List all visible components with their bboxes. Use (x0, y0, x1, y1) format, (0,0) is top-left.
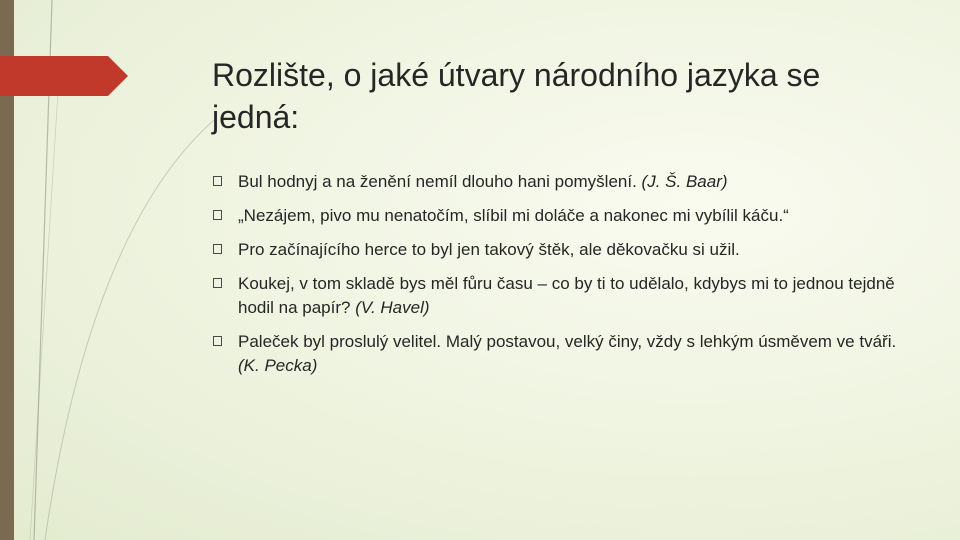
slide-title: Rozlište, o jaké útvary národního jazyka se jedná: (212, 57, 821, 135)
accent-arrow-tab (0, 56, 128, 96)
list-item (212, 238, 912, 262)
square-bullet-icon (213, 176, 222, 186)
bullet-text: „Nezájem, pivo mu nenatočím, slíbil mi doláče a nakonec mi vybílil káču.“ (238, 206, 789, 225)
bullet-text: Paleček byl proslulý velitel. Malý postavou, velký činy, vždy s lehkým úsměvem ve tváři. (238, 332, 897, 351)
bullet-author: (K. Pecka) (238, 356, 318, 375)
square-bullet-icon (213, 210, 222, 220)
bullet-author: (J. Š. Baar) (641, 172, 728, 191)
list-item (212, 330, 912, 378)
bullet-author: (V. Havel) (355, 298, 430, 317)
square-bullet-icon (213, 336, 222, 346)
list-item (212, 170, 912, 194)
bullet-text: Koukej, v tom skladě bys měl fůru času – co by ti to udělalo, kdybys mi to jednou tejdně hodil na papír? (238, 274, 895, 317)
bullet-text: Pro začínajícího herce to byl jen takový štěk, ale děkovačku si užil. (238, 240, 740, 259)
square-bullet-icon (213, 244, 222, 254)
bullet-text: Bul hodnyj a na ženění nemíl dlouho hani pomyšlení. (238, 172, 642, 191)
square-bullet-icon (213, 278, 222, 288)
bullet-list (212, 170, 912, 378)
list-item (212, 204, 912, 228)
list-item (212, 272, 912, 320)
